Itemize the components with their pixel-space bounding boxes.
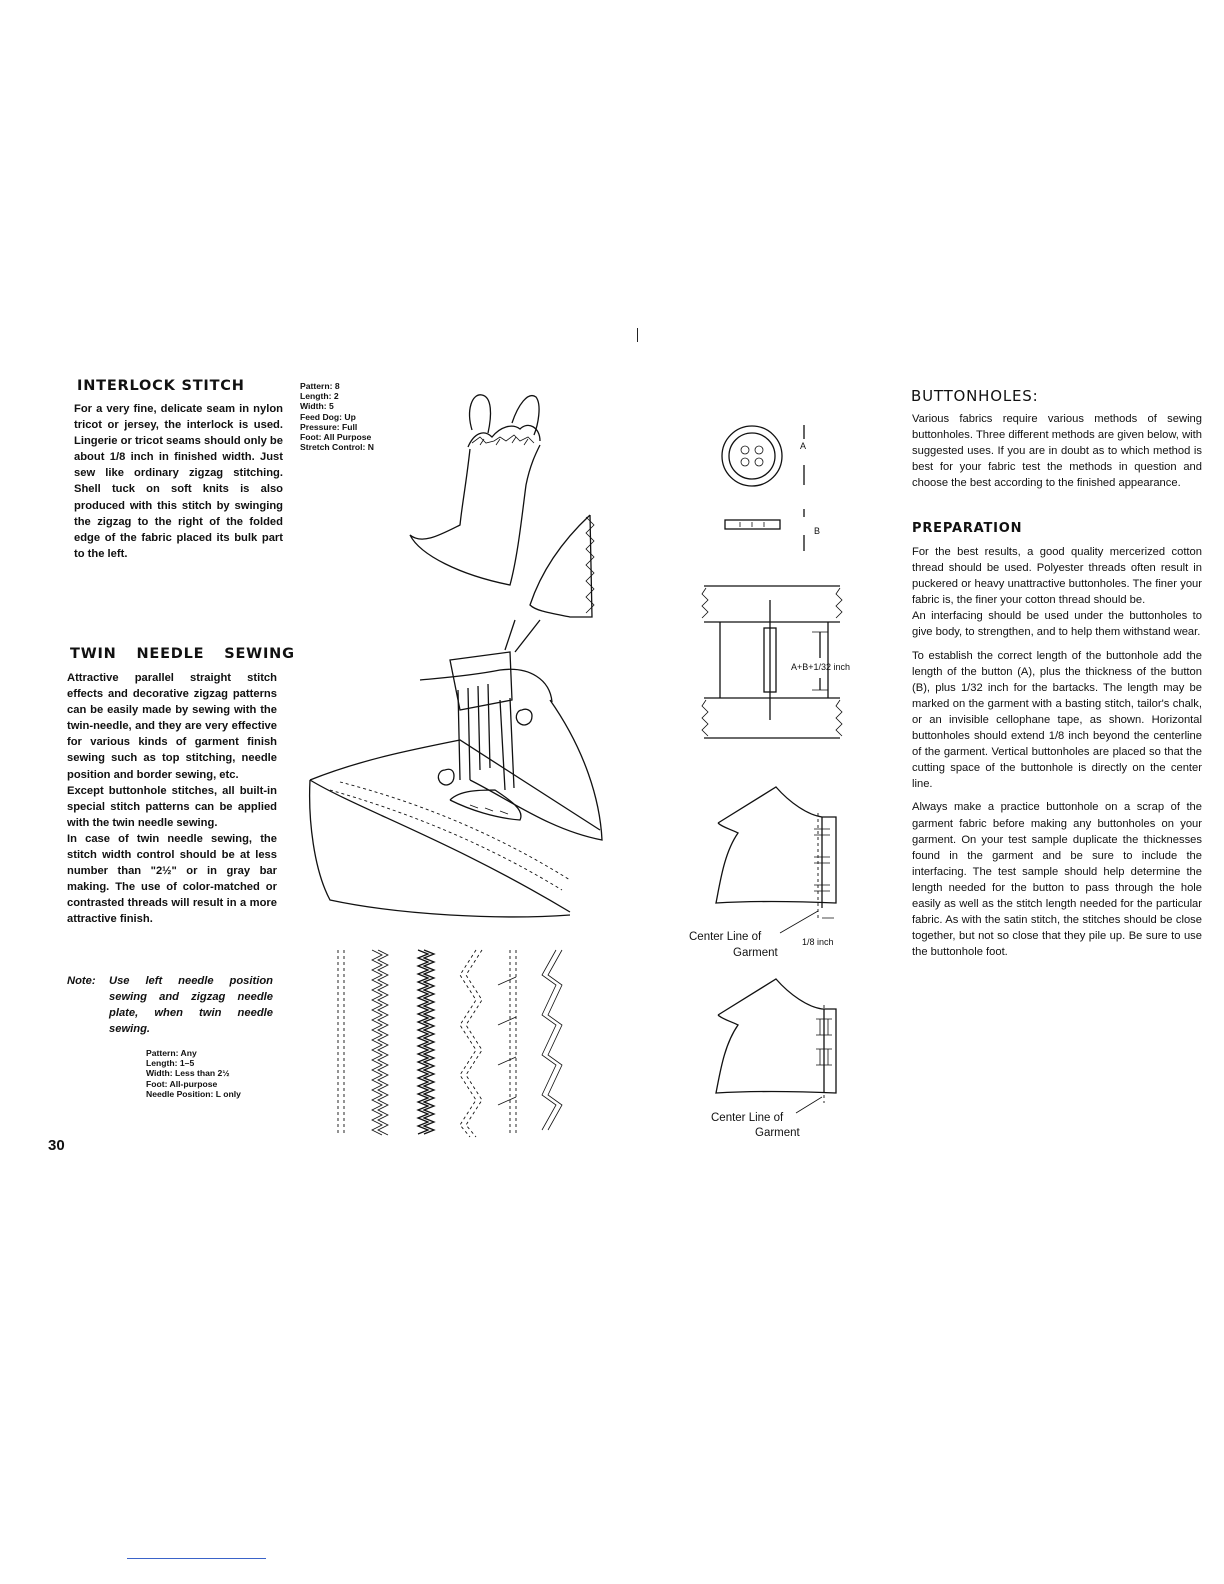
interlock-setting: Width: 5 <box>300 401 334 412</box>
twin-needle-setting: Pattern: Any <box>146 1048 197 1058</box>
garment-label-1: Garment <box>733 947 778 959</box>
sewing-machine-illustration <box>300 640 605 930</box>
vertical-buttonhole-garment <box>710 975 850 1115</box>
twin-needle-stitch-samples <box>320 945 580 1140</box>
interlock-title: INTERLOCK STITCH <box>77 378 245 394</box>
twin-needle-body <box>67 670 277 928</box>
twin-needle-setting: Needle Position: L only <box>146 1088 241 1099</box>
center-line-label-1: Center Line of <box>689 931 762 943</box>
garment-label-2: Garment <box>755 1127 800 1139</box>
horizontal-buttonhole-garment <box>710 783 850 933</box>
buttonholes-intro <box>912 411 1202 491</box>
twin-needle-paragraph-2: Except buttonhole stitches, all built-in special stitch patterns can be applied with the twin needle sewing. <box>67 784 277 829</box>
bottom-rule <box>127 1558 266 1559</box>
interlock-settings <box>300 381 374 452</box>
preparation-title: PREPARATION <box>912 521 1023 536</box>
buttonholes-title: BUTTONHOLES: <box>911 387 1039 405</box>
interlock-setting: Pattern: 8 <box>300 381 340 391</box>
interlock-setting: Foot: All Purpose <box>300 432 372 443</box>
button-length-label: A <box>800 441 807 451</box>
twin-needle-paragraph-1: Attractive parallel straight stitch effects and decorative zigzag patterns can be easily made by sewing with the twin-needle, and they are very effective for various kinds of garment finish sewing such as top stitching, needle position and border sewing, etc. <box>67 672 277 781</box>
interlock-setting: Feed Dog: Up <box>300 411 356 422</box>
note-label: Note: <box>67 975 96 987</box>
twin-needle-setting: Length: 1–5 <box>146 1058 195 1069</box>
button-diagram <box>700 405 890 560</box>
center-line-label-2: Center Line of <box>711 1112 784 1124</box>
preparation-paragraph-4: Always make a practice buttonhole on a scrap of the garment fabric before making any buttonholes on your garment. On your test sample duplicate the thicknesses found in the garment and be sure to include the interfacing. The test sample should help determine the length needed for the button to pass through the hole easily as well as the stitch length needed for the particular fabric. As with the satin stitch, the stitches should be close together, but not so close that they pile up. Be sure to use the buttonhole foot. <box>912 801 1202 959</box>
preparation-paragraph-1: For the best results, a good quality mercerized cotton thread should be used. Polyester threads often result in puckered or heavy unattractive buttonholes. The finer your fabric is, the finer your cotton thread should be. <box>912 546 1202 607</box>
interlock-setting: Pressure: Full <box>300 421 358 432</box>
lingerie-illustration <box>400 385 610 625</box>
interlock-paragraph: For a very fine, delicate seam in nylon tricot or jersey, the interlock is used. Lingerie or tricot seams should only be about 1/8 inch in finished width. Just sew like ordinary zigzag stitching. Shell tuck on soft knits is also produced with this stitch by swinging the zigzag to the right of the folded edge of the fabric placed its bulk part to the left. <box>74 403 283 560</box>
twin-needle-note <box>67 973 277 1037</box>
interlock-setting: Stretch Control: N <box>300 442 374 453</box>
twin-needle-setting: Foot: All-purpose <box>146 1078 218 1089</box>
preparation-body <box>912 544 1202 960</box>
twin-needle-title: TWIN NEEDLE SEWING <box>70 646 295 662</box>
preparation-paragraph-2: An interfacing should be used under the buttonholes to give body, to strengthen, and to help them withstand wear. <box>912 610 1202 639</box>
preparation-paragraph-3: To establish the correct length of the buttonhole add the length of the button (A), plus the thickness of the button (B), plus 1/32 inch for the bartacks. The length may be marked on the garment with a basting stitch, tailor's chalk, or an invisible cellophane tape, as shown. Horizontal buttonholes should extend 1/8 inch beyond the centerline of the garment. Vertical buttonholes are placed so that the cutting space of the buttonhole is directly on the center line. <box>912 649 1202 791</box>
buttonholes-intro-paragraph: Various fabrics require various methods of sewing buttonholes. Three different methods are given below, with suggested uses. If you are in doubt as to which method is best for your fabric test the methods in question and choose the best according to the finished appearance. <box>912 413 1202 490</box>
stray-mark <box>637 328 638 342</box>
note-text: Use left needle position sewing and zigzag needle plate, when twin needle sewing. <box>109 975 273 1035</box>
interlock-setting: Length: 2 <box>300 391 339 402</box>
measure-label: A+B+1/32 inch <box>791 662 851 672</box>
button-thickness-label: B <box>814 526 821 536</box>
eighth-inch-label: 1/8 inch <box>802 937 834 947</box>
twin-needle-settings <box>146 1048 241 1099</box>
interlock-body <box>74 401 283 562</box>
page-number: 30 <box>48 1137 65 1154</box>
twin-needle-paragraph-3: In case of twin needle sewing, the stitch width control should be at less number than "2½" or in gray bar making. The use of color-matched or contrasted threads will result in a more attractive finish. <box>67 832 277 926</box>
twin-needle-setting: Width: Less than 2½ <box>146 1068 230 1079</box>
